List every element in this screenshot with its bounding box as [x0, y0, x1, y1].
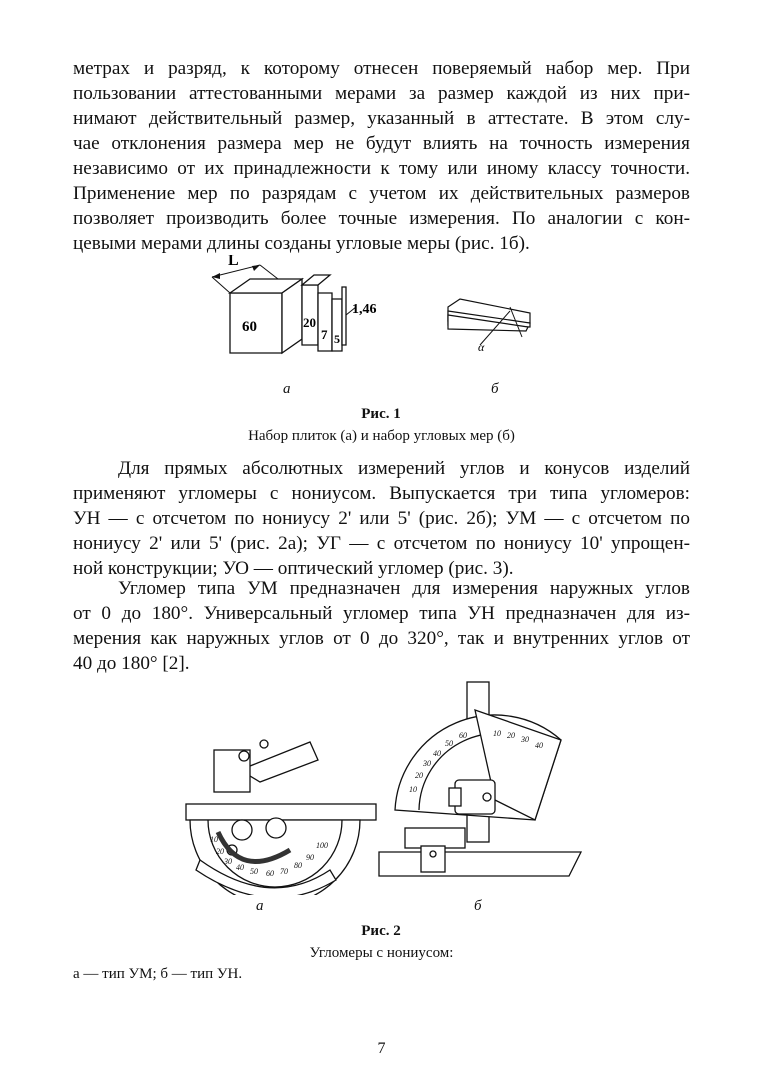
text-line: от 0 до 180°. Универсальный угломер типа УН предназначен для из-: [73, 603, 690, 624]
block-146-label: 1,46: [352, 302, 377, 317]
fig1-label-b: б: [491, 381, 499, 397]
text-line: мерения как наружных углов от 0 до 320°, так и внутренних углов от: [73, 628, 690, 649]
text-line: УН — с отсчетом по нониусу 2' или 5' (рис. 2б); УМ — с отсчетом по: [73, 508, 690, 529]
text-line: Для прямых абсолютных измерений углов и конусов изделий: [118, 458, 690, 479]
svg-text:30: 30: [224, 857, 232, 866]
svg-text:50: 50: [445, 739, 453, 748]
text-line: чае отклонения размера мер не будут влиять на точность измерения: [73, 133, 690, 154]
svg-text:50: 50: [250, 867, 258, 876]
fig2-title: Рис. 2: [361, 923, 401, 939]
text-line: цевыми мерами длины созданы угловые меры (рис. 1б).: [73, 233, 530, 254]
fig1-label-a: а: [283, 381, 291, 397]
figure-1b-angle-gauges: [440, 285, 540, 355]
block-60-label: 60: [242, 319, 257, 335]
text-line: нимают действительный размер, указанный в аттестате. В этом слу-: [73, 108, 690, 129]
svg-text:80: 80: [294, 861, 302, 870]
svg-text:40: 40: [433, 749, 441, 758]
svg-text:10: 10: [493, 729, 501, 738]
fig2-label-a: а: [256, 898, 264, 914]
fig1-title: Рис. 1: [361, 406, 401, 422]
svg-text:20: 20: [507, 731, 515, 740]
text-line: позволяет производить более точные измерения. По аналогии с кон-: [73, 208, 690, 229]
block-20-label: 20: [303, 315, 316, 330]
fig1-caption: Набор плиток (а) и набор угловых мер (б): [248, 428, 515, 444]
text-line: Применение мер по разрядам с учетом их действительных размеров: [73, 183, 690, 204]
svg-text:20: 20: [216, 847, 224, 856]
dim-L-label: L: [228, 255, 239, 269]
svg-text:20: 20: [415, 771, 423, 780]
text-line: нониусу 2' или 5' (рис. 2а); УГ — с отсчетом по нониусу 10' упрощен-: [73, 533, 690, 554]
page-number: 7: [377, 1040, 386, 1057]
svg-text:70: 70: [280, 867, 288, 876]
svg-text:40: 40: [535, 741, 543, 750]
svg-text:100: 100: [316, 841, 328, 850]
svg-text:30: 30: [423, 759, 431, 768]
svg-text:40: 40: [236, 863, 244, 872]
text-line: независимо от их принадлежности к тому или иному классу точности.: [73, 158, 690, 179]
figure-2b-protractor-un: [375, 680, 585, 900]
text-line: Угломер типа УМ предназначен для измерения наружных углов: [118, 578, 690, 599]
text-line: применяют угломеры с нониусом. Выпускается три типа угломеров:: [73, 483, 690, 504]
svg-text:30: 30: [521, 735, 529, 744]
paragraph-1: [73, 56, 690, 256]
svg-text:90: 90: [306, 853, 314, 862]
svg-text:60: 60: [459, 731, 467, 740]
fig2-label-b: б: [474, 898, 482, 914]
angle-alpha-label: α: [478, 340, 485, 354]
fig2-caption: Угломеры с нониусом:: [309, 945, 454, 961]
text-line: 40 до 180° [2].: [73, 653, 190, 674]
text-line: пользовании аттестованными мерами за размер каждой из них при-: [73, 83, 690, 104]
svg-text:60: 60: [266, 869, 274, 878]
text-line: ной конструкции; УО — оптический угломер (рис. 3).: [73, 558, 514, 579]
text-line: метрах и разряд, к которому отнесен поверяемый набор мер. При: [73, 58, 690, 79]
paragraph-3: [73, 576, 690, 676]
svg-text:10: 10: [409, 785, 417, 794]
svg-text:10: 10: [210, 835, 218, 844]
figure-1a-gauge-blocks: [200, 255, 400, 360]
block-5-label: 5: [334, 332, 340, 346]
block-7-label: 7: [321, 327, 328, 342]
fig2-legend: а — тип УМ; б — тип УН.: [73, 966, 243, 982]
figure-2a-protractor-um: [180, 720, 380, 895]
paragraph-2: [73, 456, 690, 581]
